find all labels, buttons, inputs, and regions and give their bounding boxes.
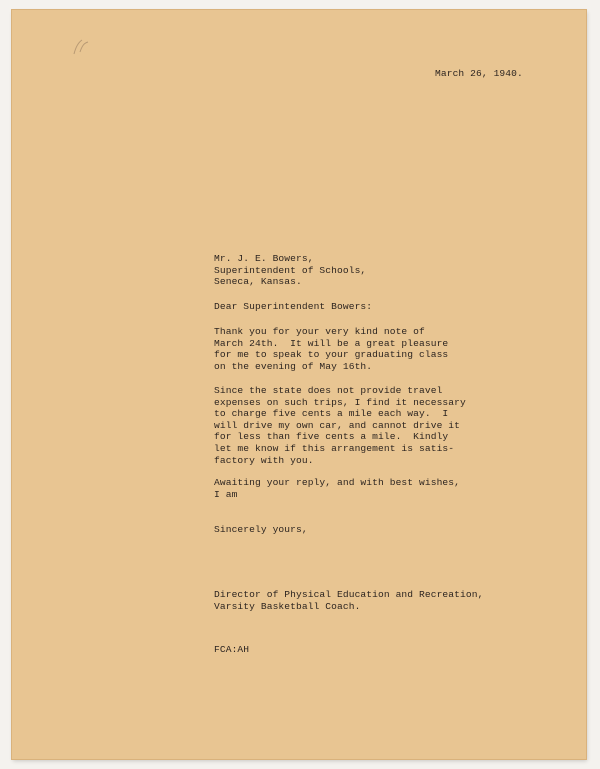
- address-line: Mr. J. E. Bowers,: [214, 253, 314, 264]
- paragraph-line: Thank you for your very kind note of: [214, 326, 425, 337]
- paragraph-line: to charge five cents a mile each way. I: [214, 408, 449, 420]
- signature-line: Director of Physical Education and Recreation,: [214, 589, 484, 600]
- paragraph-line: will drive my own car, and cannot drive it: [214, 419, 461, 431]
- letter-date: March 26, 1940.: [435, 68, 523, 79]
- paragraph-line: expenses on such trips, I find it necessary: [214, 396, 466, 408]
- inside-address: [214, 253, 366, 288]
- paragraph-line: factory with you.: [214, 454, 314, 466]
- signature-line: Varsity Basketball Coach.: [214, 600, 361, 612]
- salutation: Dear Superintendent Bowers:: [214, 301, 373, 312]
- address-line: Seneca, Kansas.: [214, 276, 302, 288]
- closing: Sincerely yours,: [214, 524, 308, 535]
- address-line: Superintendent of Schools,: [214, 264, 367, 276]
- paragraph-line: for less than five cents a mile. Kindly: [214, 431, 449, 443]
- paragraph-line: on the evening of May 16th.: [214, 360, 373, 372]
- paragraph-3: [214, 477, 460, 500]
- paragraph-line: for me to speak to your graduating class: [214, 349, 449, 361]
- reference-initials: FCA:AH: [214, 644, 250, 655]
- pencil-mark: [70, 34, 98, 62]
- paragraph-line: let me know if this arrangement is satis-: [214, 442, 455, 454]
- paragraph-line: March 24th. It will be a great pleasure: [214, 337, 449, 349]
- paragraph-2: [214, 385, 466, 466]
- signature-block: [214, 589, 483, 612]
- paragraph-1: [214, 326, 448, 372]
- paragraph-line: Since the state does not provide travel: [214, 385, 443, 396]
- paragraph-line: I am: [214, 488, 238, 500]
- paragraph-line: Awaiting your reply, and with best wishes,: [214, 477, 461, 488]
